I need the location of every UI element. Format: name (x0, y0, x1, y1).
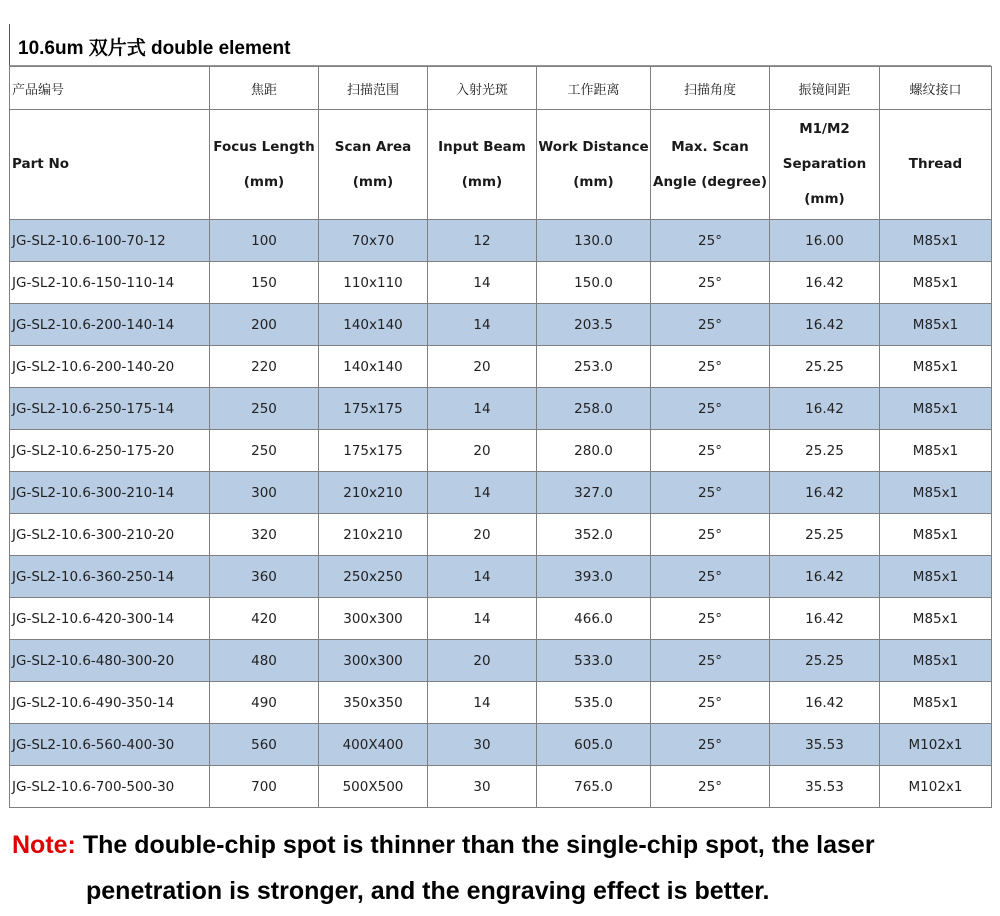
table-cell: 20 (428, 430, 537, 472)
table-cell: 16.42 (770, 682, 880, 724)
table-cell: 16.42 (770, 556, 880, 598)
table-cell: 25° (651, 262, 770, 304)
table-cell: 25° (651, 640, 770, 682)
header-en-cell (319, 110, 428, 220)
table-cell: M85x1 (880, 304, 992, 346)
table-cell: 175x175 (319, 430, 428, 472)
table-cell: M85x1 (880, 220, 992, 262)
header-en-line: Scan Area (334, 138, 412, 155)
table-cell: 130.0 (537, 220, 651, 262)
table-cell: 300x300 (319, 598, 428, 640)
header-en-line: M1/M2 (799, 121, 850, 137)
table-cell: 25.25 (770, 346, 880, 388)
note-label: Note: (12, 831, 76, 859)
table-cell: 360 (210, 556, 319, 598)
header-en-line: (mm) (804, 191, 845, 207)
table-row (10, 514, 992, 556)
table-cell: 220 (210, 346, 319, 388)
note-line1: The double-chip spot is thinner than the single-chip spot, the laser (82, 831, 875, 859)
table-cell: 25° (651, 514, 770, 556)
table-cell: 14 (428, 472, 537, 514)
table-cell: 400X400 (319, 724, 428, 766)
table-cell: 25° (651, 598, 770, 640)
table-cell: M85x1 (880, 682, 992, 724)
header-cn-cell: 扫描角度 (651, 67, 770, 110)
table-cell: 25° (651, 556, 770, 598)
table-cell: JG-SL2-10.6-250-175-14 (10, 388, 210, 430)
header-cn-cell: 产品编号 (10, 67, 210, 110)
table-cell: 16.42 (770, 388, 880, 430)
table-cell: 100 (210, 220, 319, 262)
header-en-line: (mm) (352, 173, 394, 190)
header-cn-cell: 工作距离 (537, 67, 651, 110)
table-cell: 393.0 (537, 556, 651, 598)
table-cell: 14 (428, 304, 537, 346)
header-en-cell (770, 110, 880, 220)
table-cell: 765.0 (537, 766, 651, 808)
table-row (10, 598, 992, 640)
header-row-cn (10, 67, 992, 110)
table-cell: 25° (651, 304, 770, 346)
table-cell: 25.25 (770, 640, 880, 682)
header-en-line: Input Beam (438, 138, 526, 155)
table-cell: JG-SL2-10.6-300-210-20 (10, 514, 210, 556)
table-cell: 14 (428, 556, 537, 598)
table-cell: 16.42 (770, 598, 880, 640)
table-cell: 70x70 (319, 220, 428, 262)
header-en-cell (428, 110, 537, 220)
table-cell: JG-SL2-10.6-420-300-14 (10, 598, 210, 640)
table-cell: JG-SL2-10.6-100-70-12 (10, 220, 210, 262)
table-cell: 14 (428, 682, 537, 724)
table-cell: 700 (210, 766, 319, 808)
header-en-line: Focus Length (213, 138, 315, 155)
table-cell: 420 (210, 598, 319, 640)
table-row (10, 766, 992, 808)
table-cell: JG-SL2-10.6-490-350-14 (10, 682, 210, 724)
table-cell: 35.53 (770, 766, 880, 808)
table-row (10, 472, 992, 514)
table-cell: 280.0 (537, 430, 651, 472)
table-cell: 466.0 (537, 598, 651, 640)
header-en-line: Max. Scan (671, 138, 749, 155)
table-body (10, 67, 992, 808)
spec-table (9, 66, 992, 808)
header-cn-cell: 振镜间距 (770, 67, 880, 110)
table-cell: JG-SL2-10.6-200-140-14 (10, 304, 210, 346)
header-cn-cell: 入射光斑 (428, 67, 537, 110)
table-cell: 20 (428, 346, 537, 388)
table-cell: 210x210 (319, 514, 428, 556)
page-title: 10.6um 双片式 double element (18, 38, 291, 59)
header-en-line: Separation (782, 156, 867, 172)
table-cell: 14 (428, 388, 537, 430)
header-en-cell (651, 110, 770, 220)
table-cell: 25° (651, 388, 770, 430)
table-cell: 35.53 (770, 724, 880, 766)
table-cell: 25° (651, 682, 770, 724)
table-cell: JG-SL2-10.6-560-400-30 (10, 724, 210, 766)
table-cell: 25° (651, 346, 770, 388)
table-cell: JG-SL2-10.6-200-140-20 (10, 346, 210, 388)
table-cell: JG-SL2-10.6-300-210-14 (10, 472, 210, 514)
table-cell: M102x1 (880, 766, 992, 808)
header-cn-cell: 螺纹接口 (880, 67, 992, 110)
table-cell: M85x1 (880, 598, 992, 640)
table-cell: 250 (210, 430, 319, 472)
table-cell: 12 (428, 220, 537, 262)
table-cell: 490 (210, 682, 319, 724)
table-cell: 16.00 (770, 220, 880, 262)
table-cell: JG-SL2-10.6-700-500-30 (10, 766, 210, 808)
table-cell: 110x110 (319, 262, 428, 304)
table-cell: M85x1 (880, 472, 992, 514)
header-en-line: (mm) (573, 173, 614, 190)
table-row (10, 304, 992, 346)
table-cell: M85x1 (880, 556, 992, 598)
header-row-en (10, 110, 992, 220)
header-en-cell (880, 110, 992, 220)
header-en-line: (mm) (461, 173, 503, 190)
table-cell: 350x350 (319, 682, 428, 724)
table-row (10, 724, 992, 766)
table-cell: JG-SL2-10.6-150-110-14 (10, 262, 210, 304)
table-row (10, 682, 992, 724)
table-cell: M85x1 (880, 262, 992, 304)
table-cell: 258.0 (537, 388, 651, 430)
table-cell: 16.42 (770, 472, 880, 514)
table-cell: 300x300 (319, 640, 428, 682)
table-cell: 300 (210, 472, 319, 514)
header-en-line: Work Distance (538, 138, 649, 155)
table-cell: JG-SL2-10.6-250-175-20 (10, 430, 210, 472)
table-cell: 253.0 (537, 346, 651, 388)
title-bar (9, 24, 991, 66)
table-cell: M102x1 (880, 724, 992, 766)
table-cell: 25° (651, 766, 770, 808)
table-cell: 327.0 (537, 472, 651, 514)
header-en-cell (537, 110, 651, 220)
table-cell: M85x1 (880, 640, 992, 682)
table-cell: 30 (428, 766, 537, 808)
table-cell: 203.5 (537, 304, 651, 346)
table-cell: 16.42 (770, 262, 880, 304)
header-en-line: Angle (degree) (653, 173, 767, 190)
table-cell: 140x140 (319, 346, 428, 388)
table-cell: 560 (210, 724, 319, 766)
header-en-cell (210, 110, 319, 220)
header-cn-cell: 扫描范围 (319, 67, 428, 110)
header-cn-cell: 焦距 (210, 67, 319, 110)
table-cell: 480 (210, 640, 319, 682)
table-cell: 30 (428, 724, 537, 766)
table-cell: M85x1 (880, 388, 992, 430)
table-cell: 150 (210, 262, 319, 304)
table-cell: JG-SL2-10.6-480-300-20 (10, 640, 210, 682)
table-row (10, 556, 992, 598)
header-en-line: Thread (908, 156, 963, 172)
table-row (10, 220, 992, 262)
table-cell: M85x1 (880, 346, 992, 388)
table-cell: 210x210 (319, 472, 428, 514)
note (12, 822, 992, 914)
table-cell: M85x1 (880, 514, 992, 556)
table-row (10, 262, 992, 304)
table-cell: 150.0 (537, 262, 651, 304)
table-cell: 535.0 (537, 682, 651, 724)
table-row (10, 388, 992, 430)
table-cell: 352.0 (537, 514, 651, 556)
table-cell: 250 (210, 388, 319, 430)
table-cell: 140x140 (319, 304, 428, 346)
table-cell: M85x1 (880, 430, 992, 472)
table-cell: 175x175 (319, 388, 428, 430)
table-cell: 605.0 (537, 724, 651, 766)
header-en-cell (10, 110, 210, 220)
table-cell: 320 (210, 514, 319, 556)
header-en-line: (mm) (243, 173, 285, 190)
table-cell: 25° (651, 220, 770, 262)
table-cell: JG-SL2-10.6-360-250-14 (10, 556, 210, 598)
table-cell: 25° (651, 472, 770, 514)
table-cell: 250x250 (319, 556, 428, 598)
table-row (10, 346, 992, 388)
note-line2: penetration is stronger, and the engraving effect is better. (86, 877, 770, 905)
table-cell: 533.0 (537, 640, 651, 682)
table-cell: 25° (651, 430, 770, 472)
table-row (10, 640, 992, 682)
table-cell: 20 (428, 640, 537, 682)
header-en-line: Part No (12, 156, 70, 172)
table-cell: 200 (210, 304, 319, 346)
table-cell: 20 (428, 514, 537, 556)
table-cell: 25.25 (770, 514, 880, 556)
table-cell: 25.25 (770, 430, 880, 472)
table-row (10, 430, 992, 472)
table-cell: 500X500 (319, 766, 428, 808)
table-cell: 14 (428, 598, 537, 640)
table-cell: 25° (651, 724, 770, 766)
table-cell: 16.42 (770, 304, 880, 346)
table-cell: 14 (428, 262, 537, 304)
